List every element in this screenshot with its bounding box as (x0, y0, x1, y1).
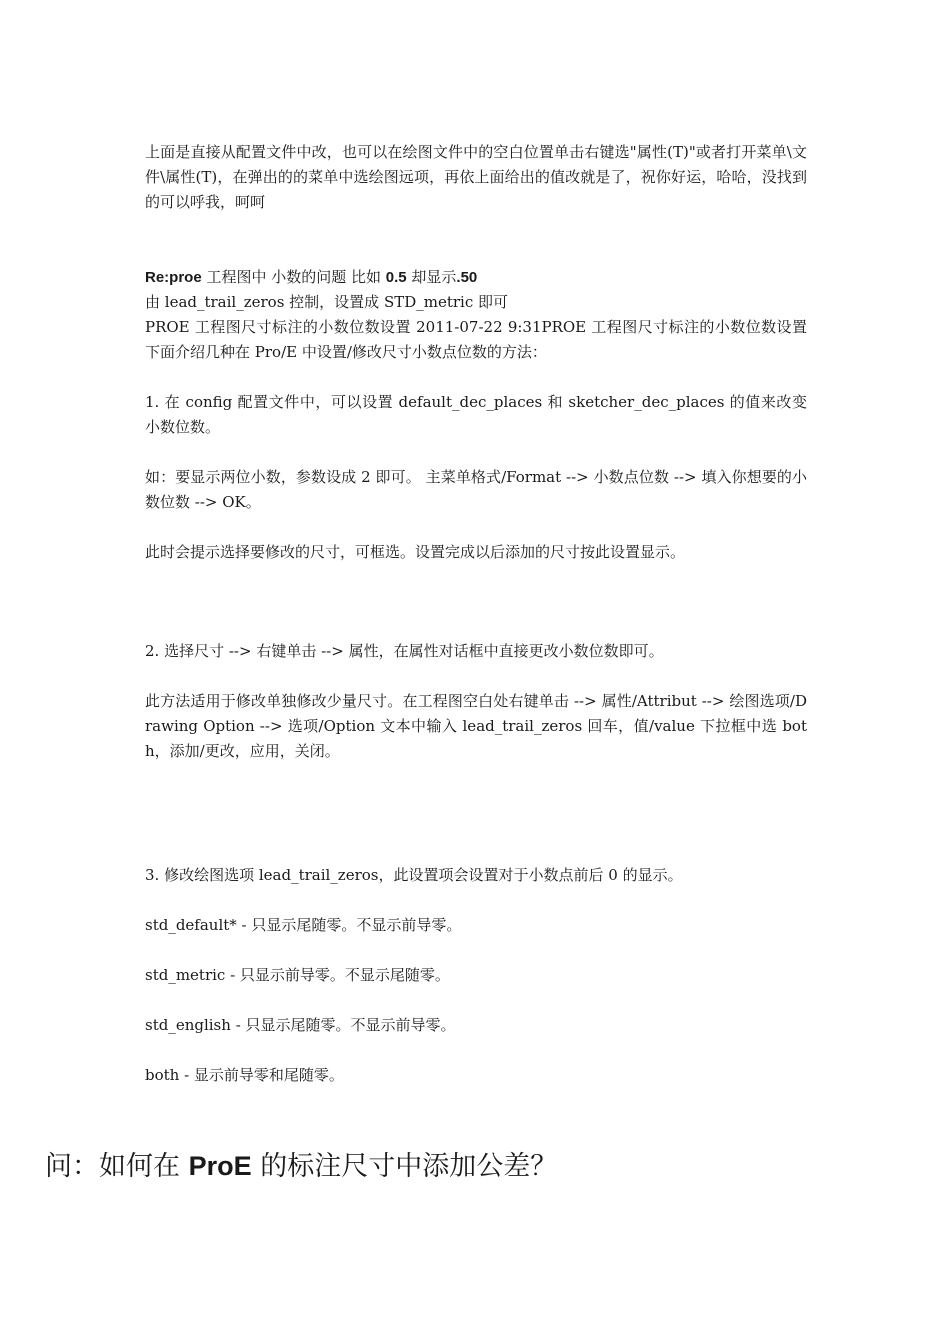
re-title-text: 工程图中 小数的问题 比如 (201, 268, 386, 286)
option-std-metric: std_metric - 只显示前导零。不显示尾随零。 (145, 966, 450, 984)
re-title-text-2: 却显示 (406, 268, 457, 286)
re-title-value-2: .50 (456, 269, 478, 286)
option-both: both - 显示前导零和尾随零。 (145, 1066, 344, 1084)
question-heading (45, 1146, 905, 1187)
question-brand: ProE (188, 1151, 252, 1181)
re-title (145, 265, 807, 290)
re-line-control: 由 lead_trail_zeros 控制，设置成 STD_metric 即可 (145, 293, 509, 311)
step-2: 2. 选择尺寸 --> 右键单击 --> 属性，在属性对话框中直接更改小数位数即可。 (145, 642, 664, 660)
option-std-english: std_english - 只显示尾随零。不显示前导零。 (145, 1016, 456, 1034)
step-1: 1. 在 config 配置文件中，可以设置 default_dec_places 和 sketcher_dec_places 的值来改变小数位数。 (145, 393, 807, 436)
question-suffix: 的标注尺寸中添加公差？ (251, 1151, 558, 1182)
step-1-example: 如：要显示两位小数，参数设成 2 即可。 主菜单格式/Format --> 小数点位数 --> 填入你想要的小数位数 --> OK。 (145, 468, 807, 511)
step-2-note: 此方法适用于修改单独修改少量尺寸。在工程图空白处右键单击 --> 属性/Attribut --> 绘图选项/Drawing Option --> 选项/Option 文本中输入 lead_trail_zeros 回车，值/value 下拉框中选 both，添加/更改，应用，关闭。 (145, 692, 807, 760)
step-1-note: 此时会提示选择要修改的尺寸，可框选。设置完成以后添加的尺寸按此设置显示。 (145, 543, 686, 561)
question-prefix: 问：如何在 (45, 1151, 189, 1182)
step-3: 3. 修改绘图选项 lead_trail_zeros，此设置项会设置对于小数点前后 0 的显示。 (145, 866, 683, 884)
option-std-default: std_default* - 只显示尾随零。不显示前导零。 (145, 916, 462, 934)
intro-paragraph: 上面是直接从配置文件中改，也可以在绘图文件中的空白位置单击右键选"属性(T)"或者打开菜单\文件\属性(T)，在弹出的的菜单中选绘图远项，再依上面给出的值改就是了，祝你好运，哈哈，没找到的可以呼我，呵呵 (145, 143, 807, 211)
re-line-intro: PROE 工程图尺寸标注的小数位数设置 2011-07-22 9:31PROE 工程图尺寸标注的小数位数设置下面介绍几种在 Pro/E 中设置/修改尺寸小数点位数的方法： (145, 318, 807, 361)
re-title-value: 0.5 (385, 269, 407, 286)
re-title-prefix: Re:proe (145, 269, 202, 286)
